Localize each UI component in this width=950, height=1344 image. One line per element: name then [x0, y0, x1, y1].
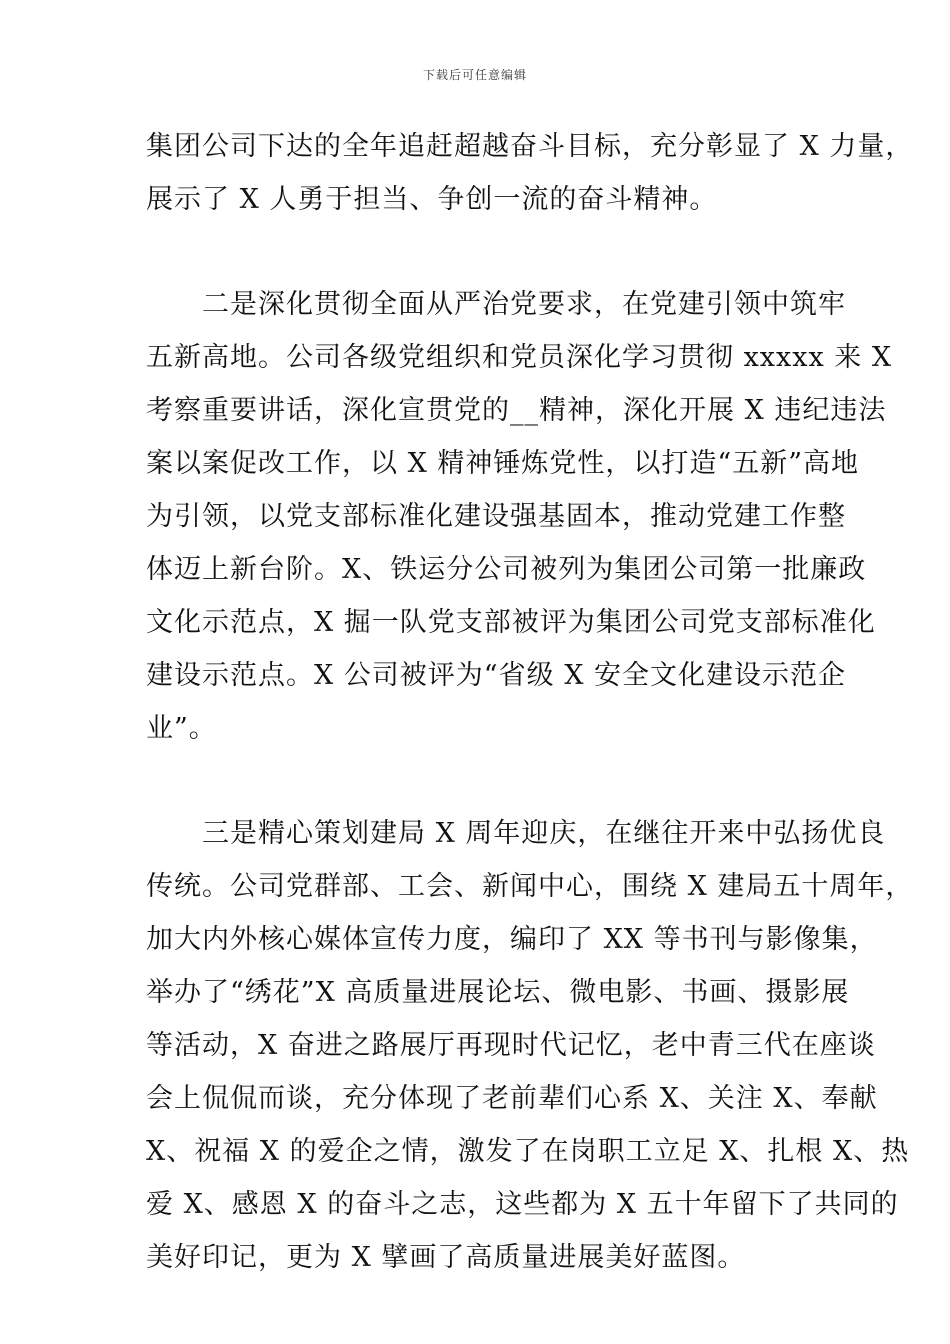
text-line: 展示了 X 人勇于担当、争创一流的奋斗精神。 [146, 184, 718, 215]
text-line: 爱 X、感恩 X 的奋斗之志，这些都为 X 五十年留下了共同的 [146, 1189, 899, 1220]
paragraph-2 [146, 278, 893, 755]
text-line: 案以案促改工作，以 X 精神锤炼党性，以打造“五新”高地 [146, 448, 859, 479]
text-line: 业”。 [146, 713, 217, 744]
text-line: 加大内外核心媒体宣传力度，编印了 XX 等书刊与影像集， [146, 924, 878, 955]
paragraph-1 [146, 120, 914, 226]
page-header: 下载后可任意编辑 [422, 68, 527, 82]
text-line: X、祝福 X 的爱企之情，激发了在岗职工立足 X、扎根 X、热 [146, 1136, 910, 1167]
text-line: 考察重要讲话，深化宣贯党的__精神，深化开展 X 违纪违法 [146, 395, 887, 426]
paragraph-gap [146, 755, 836, 807]
text-line: 集团公司下达的全年追赶超越奋斗目标，充分彰显了 X 力量， [146, 131, 914, 162]
text-line: 三是精心策划建局 X 周年迎庆，在继往开来中弘扬优良 [146, 818, 886, 849]
text-line: 文化示范点，X 掘一队党支部被评为集团公司党支部标准化 [146, 607, 876, 638]
text-line: 传统。公司党群部、工会、新闻中心，围绕 X 建局五十周年， [146, 871, 914, 902]
document-body [146, 120, 914, 1284]
paragraph-3 [146, 807, 914, 1284]
text-line: 体迈上新台阶。X、铁运分公司被列为集团公司第一批廉政 [146, 554, 867, 585]
text-line: 建设示范点。X 公司被评为“省级 X 安全文化建设示范企 [146, 660, 846, 691]
text-line: 五新高地。公司各级党组织和党员深化学习贯彻 xxxxx 来 X [146, 342, 893, 373]
text-line: 为引领，以党支部标准化建设强基固本，推动党建工作整 [146, 501, 846, 532]
text-line: 举办了“绣花”X 高质量进展论坛、微电影、书画、摄影展 [146, 977, 850, 1008]
text-line: 等活动，X 奋进之路展厅再现时代记忆，老中青三代在座谈 [146, 1030, 876, 1061]
text-line: 二是深化贯彻全面从严治党要求，在党建引领中筑牢 [146, 289, 846, 320]
text-line: 美好印记，更为 X 擘画了高质量进展美好蓝图。 [146, 1242, 746, 1273]
text-line: 会上侃侃而谈，充分体现了老前辈们心系 X、关注 X、奉献 [146, 1083, 878, 1114]
paragraph-gap [146, 226, 836, 278]
